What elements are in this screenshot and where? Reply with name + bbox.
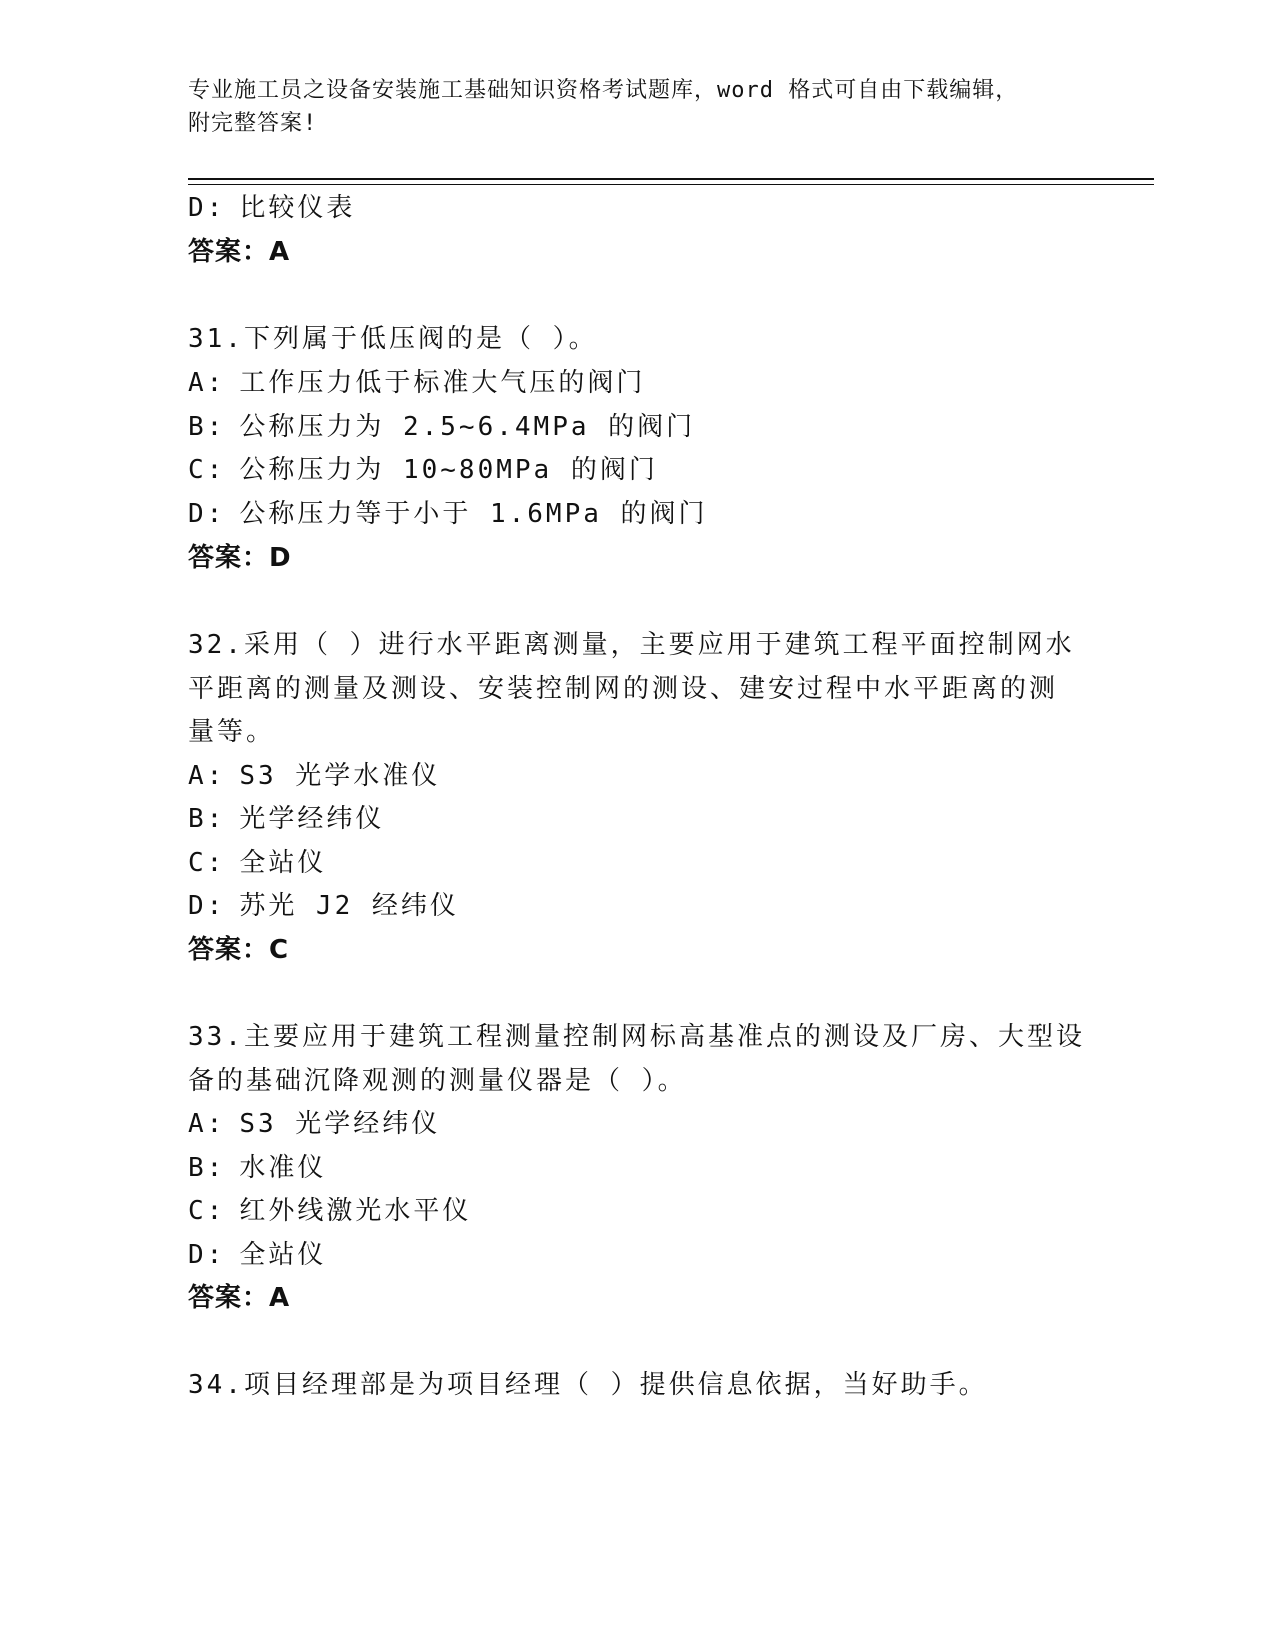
- answer-value: C: [269, 935, 290, 965]
- q32-option-b: [188, 801, 384, 837]
- header-line-1: 专业施工员之设备安装施工基础知识资格考试题库，word 格式可自由下载编辑，: [188, 78, 1019, 103]
- q32-stem-line-3: 量等。: [188, 717, 276, 747]
- option-text: S3 光学经纬仪: [239, 1109, 441, 1139]
- option-label: C:: [188, 848, 226, 878]
- q31-answer: [188, 540, 292, 576]
- q32-option-a: [188, 758, 440, 794]
- q31-option-d: [188, 496, 708, 532]
- q31-option-b: [188, 409, 695, 445]
- option-label: B:: [188, 804, 226, 834]
- option-text: 苏光 J2 经纬仪: [239, 891, 459, 921]
- header-line-2: 附完整答案!: [188, 111, 318, 136]
- answer-label: 答案：: [188, 1283, 270, 1313]
- q32-stem-line-2: 平距离的测量及测设、安装控制网的测设、建安过程中水平距离的测: [188, 674, 1059, 704]
- q33-option-c: [188, 1193, 471, 1229]
- option-label: B:: [188, 412, 226, 442]
- q33-option-a: [188, 1106, 440, 1142]
- option-text: 全站仪: [239, 1240, 327, 1270]
- prev-option-d: [188, 190, 355, 226]
- option-label: D:: [188, 891, 226, 921]
- answer-label: 答案：: [188, 935, 270, 965]
- header-rule-thin: [188, 184, 1154, 185]
- q31-option-c: [188, 452, 658, 488]
- option-text: 全站仪: [239, 848, 327, 878]
- option-label: A:: [188, 761, 226, 791]
- option-label: D:: [188, 499, 226, 529]
- q32-stem-line-1: 32.采用（ ）进行水平距离测量，主要应用于建筑工程平面控制网水: [188, 630, 1075, 660]
- option-label: A:: [188, 368, 226, 398]
- option-text: S3 光学水准仪: [239, 761, 441, 791]
- q32-option-d: [188, 888, 459, 924]
- q34-stem: 34.项目经理部是为项目经理（ ）提供信息依据，当好助手。: [188, 1370, 988, 1400]
- option-label: C:: [188, 455, 226, 485]
- option-text: 红外线激光水平仪: [239, 1196, 472, 1226]
- option-text: 工作压力低于标准大气压的阀门: [239, 368, 646, 398]
- answer-label: 答案：: [188, 237, 270, 267]
- option-label: D:: [188, 1240, 226, 1270]
- answer-label: 答案：: [188, 543, 270, 573]
- option-label: C:: [188, 1196, 226, 1226]
- option-label: D:: [188, 193, 226, 223]
- option-text: 水准仪: [239, 1153, 327, 1183]
- option-label: B:: [188, 1153, 226, 1183]
- q33-stem-line-2: 备的基础沉降观测的测量仪器是（ ）。: [188, 1066, 687, 1096]
- q31-option-a: [188, 365, 645, 401]
- q33-answer: [188, 1280, 290, 1316]
- option-text: 公称压力为 10~80MPa 的阀门: [239, 455, 658, 485]
- answer-value: A: [269, 237, 291, 267]
- option-text: 公称压力等于小于 1.6MPa 的阀门: [239, 499, 708, 529]
- answer-value: D: [269, 543, 292, 573]
- q32-option-c: [188, 845, 326, 881]
- option-text: 公称压力为 2.5~6.4MPa 的阀门: [239, 412, 696, 442]
- option-text: 光学经纬仪: [239, 804, 385, 834]
- q33-stem-line-1: 33.主要应用于建筑工程测量控制网标高基准点的测设及厂房、大型设: [188, 1022, 1085, 1052]
- answer-value: A: [269, 1283, 291, 1313]
- document-header: [188, 74, 1068, 140]
- q33-option-d: [188, 1237, 326, 1273]
- option-text: 比较仪表: [239, 193, 356, 223]
- option-label: A:: [188, 1109, 226, 1139]
- prev-answer: [188, 234, 290, 270]
- header-rule-thick: [188, 178, 1154, 180]
- q31-stem: 31.下列属于低压阀的是（ ）。: [188, 324, 598, 354]
- q32-answer: [188, 932, 289, 968]
- q33-option-b: [188, 1150, 326, 1186]
